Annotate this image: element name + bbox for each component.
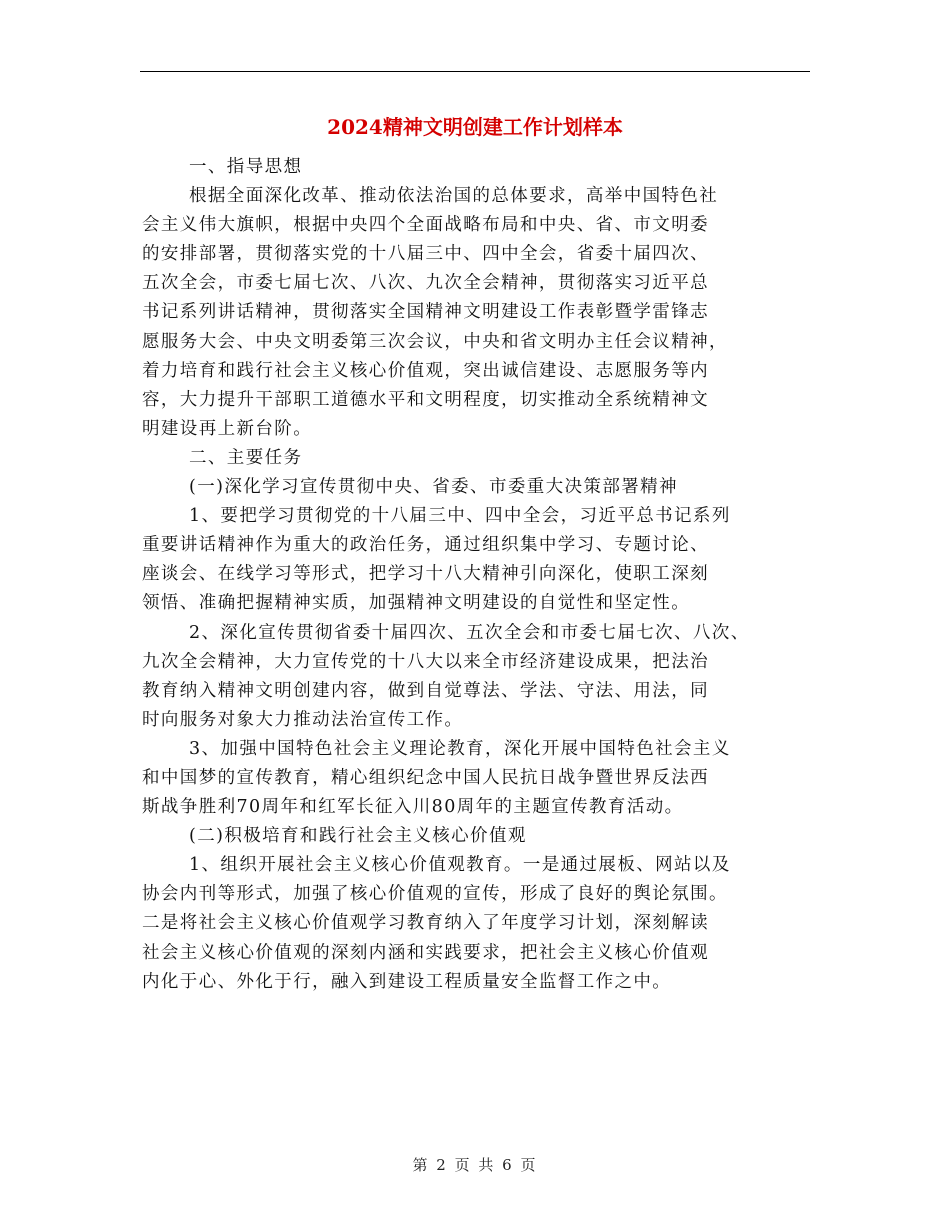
body-line: 二、主要任务 xyxy=(189,447,303,468)
document-title: 2024精神文明创建工作计划样本 xyxy=(327,115,623,139)
page-number-footer: 第 2 页 共 6 页 xyxy=(412,1156,538,1174)
body-line: 重要讲话精神作为重大的政治任务，通过组织集中学习、专题讨论、 xyxy=(142,535,709,556)
body-line: 座谈会、在线学习等形式，把学习十八大精神引向深化，使职工深刻 xyxy=(142,564,709,585)
body-line: 1、组织开展社会主义核心价值观教育。一是通过展板、网站以及 xyxy=(189,855,731,876)
document-body xyxy=(142,153,814,997)
body-line: 2、深化宣传贯彻省委十届四次、五次全会和市委七届七次、八次、 xyxy=(189,622,750,643)
body-line: 会主义伟大旗帜，根据中央四个全面战略布局和中央、省、市文明委 xyxy=(142,215,709,236)
body-line: 社会主义核心价值观的深刻内涵和实践要求，把社会主义核心价值观 xyxy=(142,942,709,963)
body-line: 一、指导思想 xyxy=(189,157,303,177)
body-line: 内化于心、外化于行，融入到建设工程质量安全监督工作之中。 xyxy=(142,971,672,992)
body-line: 领悟、准确把握精神实质，加强精神文明建设的自觉性和坚定性。 xyxy=(142,593,691,614)
body-line: 3、加强中国特色社会主义理论教育，深化开展中国特色社会主义 xyxy=(189,738,731,759)
header-rule xyxy=(140,71,810,72)
body-line: 协会内刊等形式，加强了核心价值观的宣传，形成了良好的舆论氛围。 xyxy=(142,884,728,905)
body-line: 教育纳入精神文明创建内容，做到自觉尊法、学法、守法、用法，同 xyxy=(142,680,709,701)
body-line: 明建设再上新台阶。 xyxy=(142,418,313,439)
body-line: 的安排部署，贯彻落实党的十八届三中、四中全会，省委十届四次、 xyxy=(142,244,709,265)
body-line: (一)深化学习宣传贯彻中央、省委、市委重大决策部署精神 xyxy=(189,477,678,498)
body-line: (二)积极培育和践行社会主义核心价值观 xyxy=(189,826,527,847)
body-line: 根据全面深化改革、推动依法治国的总体要求，高举中国特色社 xyxy=(189,186,719,207)
body-line: 着力培育和践行社会主义核心价值观，突出诚信建设、志愿服务等内 xyxy=(142,360,709,381)
body-line: 二是将社会主义核心价值观学习教育纳入了年度学习计划，深刻解读 xyxy=(142,913,709,934)
body-line: 1、要把学习贯彻党的十八届三中、四中全会，习近平总书记系列 xyxy=(189,506,731,527)
body-line: 书记系列讲话精神，贯彻落实全国精神文明建设工作表彰暨学雷锋志 xyxy=(142,302,709,323)
body-line: 斯战争胜利70周年和红军长征入川80周年的主题宣传教育活动。 xyxy=(142,797,684,818)
body-line: 九次全会精神，大力宣传党的十八大以来全市经济建设成果，把法治 xyxy=(142,651,709,672)
body-line: 时向服务对象大力推动法治宣传工作。 xyxy=(142,709,464,730)
body-line: 容，大力提升干部职工道德水平和文明程度，切实推动全系统精神文 xyxy=(142,389,709,410)
body-line: 五次全会，市委七届七次、八次、九次全会精神，贯彻落实习近平总 xyxy=(142,273,709,294)
body-line: 和中国梦的宣传教育，精心组织纪念中国人民抗日战争暨世界反法西 xyxy=(142,767,709,788)
body-line: 愿服务大会、中央文明委第三次会议，中央和省文明办主任会议精神， xyxy=(142,331,728,352)
